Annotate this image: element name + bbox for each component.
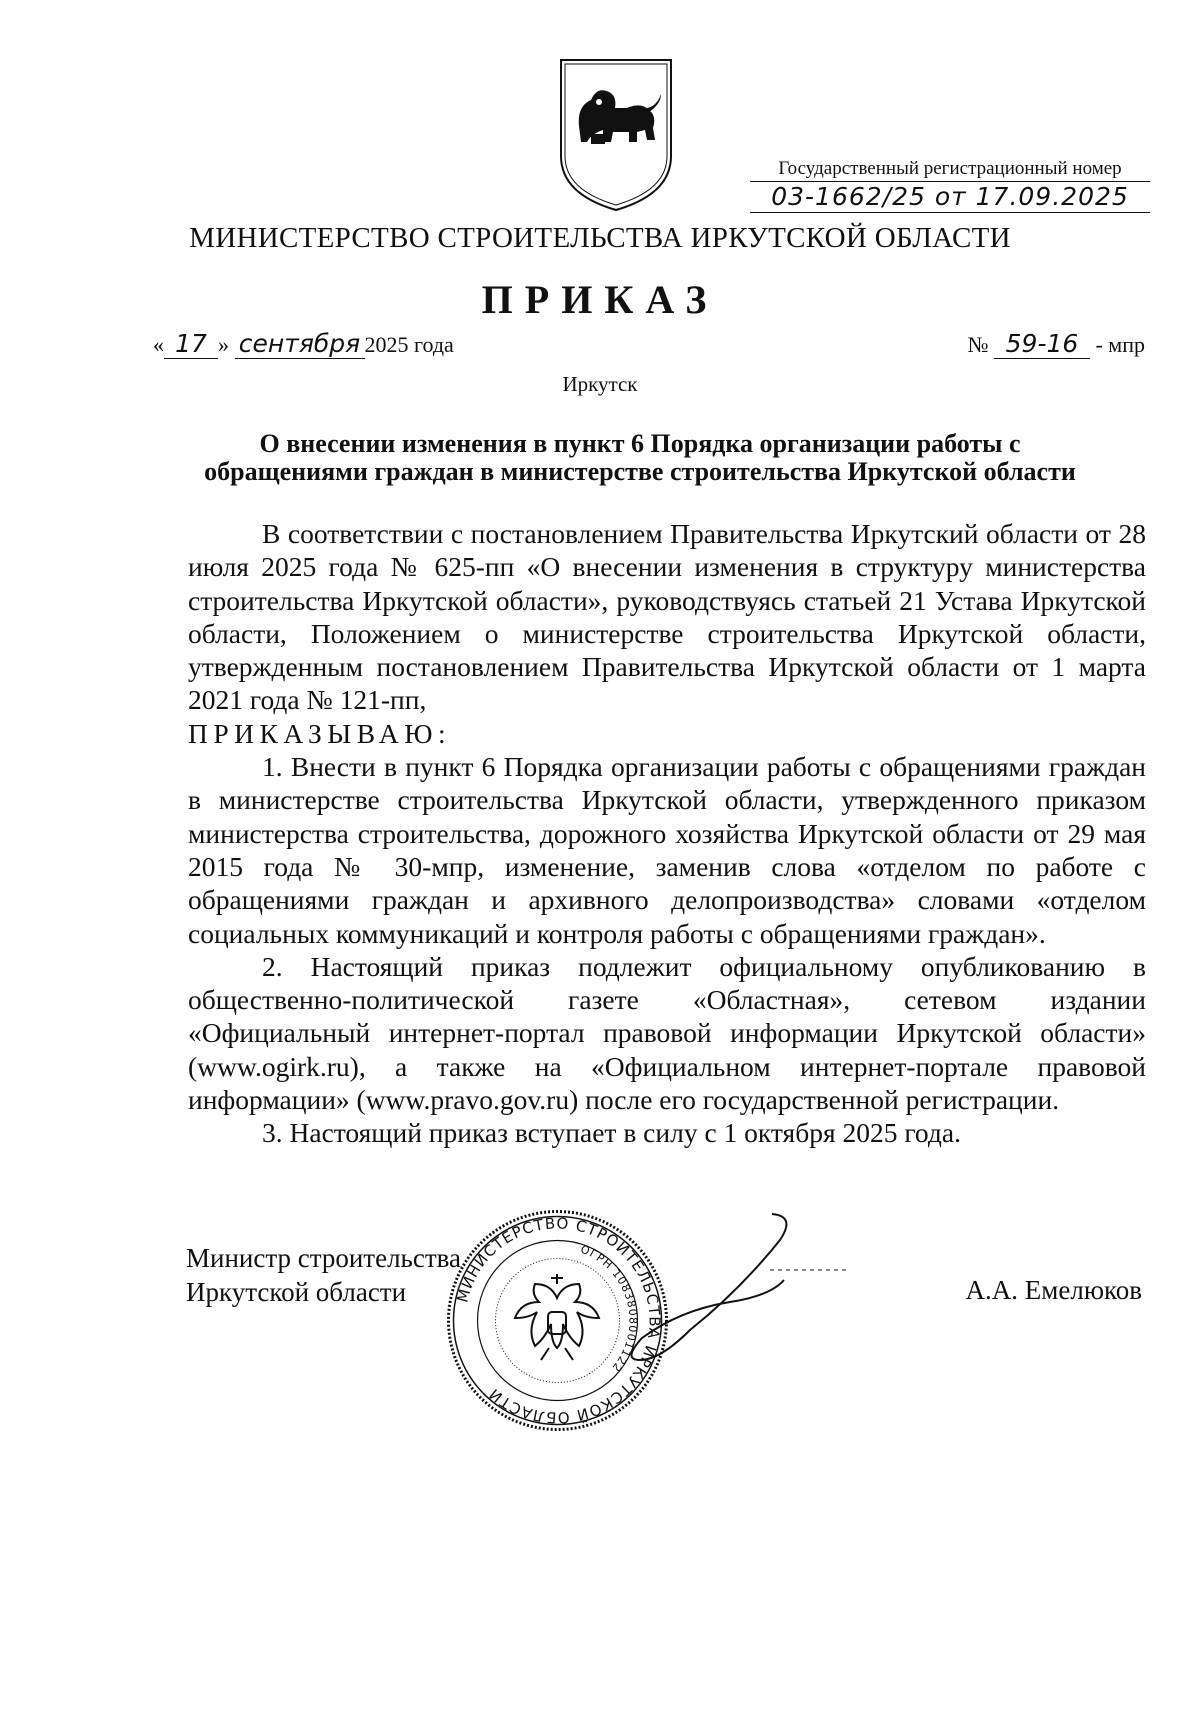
order-body (188, 517, 1146, 1150)
stamp-outer-text: МИНИСТЕРСТВО СТРОИТЕЛЬСТВА ИРКУТСКОЙ ОБЛАСТИ (453, 1214, 664, 1427)
subject-line-2: обращениями граждан в министерстве строительства Иркутской области (204, 457, 1076, 486)
subject-line-1: О внесении изменения в пункт 6 Порядка организации работы с (259, 429, 1021, 458)
date-open-quote: « (153, 332, 164, 357)
date-month-handwritten: сентября (235, 330, 365, 359)
date-year: 2025 года (364, 332, 454, 357)
signatory-name: А.А. Емелюков (965, 1275, 1142, 1305)
order-date (153, 330, 454, 359)
signatory-position (186, 1241, 461, 1309)
item-2-paragraph: 2. Настоящий приказ подлежит официальному опубликованию в общественно-политической газете «Областная», сетевом издании «Официальный интернет-портал правовой информации Иркутской области» (www.ogirk.ru), а также на «Официальном интернет-портале правовой информации» (www.pravo.gov.ru) после его государственной регистрации. (188, 950, 1146, 1116)
date-close-quote: » (218, 332, 229, 357)
position-line-1: Министр строительства (186, 1243, 462, 1273)
date-day-handwritten: 17 (164, 330, 218, 359)
decree-word: ПРИКАЗЫВАЮ: (188, 717, 452, 749)
registration-number-handwritten: 03-1662/25 от 17.09.2025 (750, 182, 1150, 213)
number-suffix: - мпр (1095, 332, 1145, 357)
registration-block (750, 158, 1150, 213)
order-title: ПРИКАЗ (481, 277, 719, 322)
order-number (967, 330, 1145, 359)
item-3-paragraph: 3. Настоящий приказ вступает в силу с 1 октября 2025 года. (262, 1117, 961, 1149)
item-1-paragraph: 1. Внести в пункт 6 Порядка организации работы с обращениями граждан в министерстве строительства Иркутской области, утвержденного приказом министерства строительства, дорожного хозяйства Иркутской области от 29 мая 2015 года № 30-мпр, изменение, заменив слова «отделом по работе с обращениями граждан и архивного делопроизводства» словами «отделом социальных коммуникаций и контроля работы с обращениями граждан». (188, 751, 1146, 949)
number-prefix: № (967, 332, 989, 357)
number-value-handwritten: 59-16 (994, 330, 1090, 359)
order-subject (130, 430, 1150, 486)
handwritten-signature (620, 1210, 850, 1390)
stamp-eagle-icon (515, 1274, 599, 1360)
stamp-inner-text: ОГРН 1083808001122 (578, 1242, 640, 1375)
city: Иркутск (562, 372, 638, 396)
registration-label: Государственный регистрационный номер (750, 158, 1150, 182)
preamble-paragraph: В соответствии с постановлением Правительства Иркутский области от 28 июля 2025 года № 625-пп «О внесении изменения в структуру министерства строительства Иркутской области», руководствуясь статьей 21 Устава Иркутской области, Положением о министерстве строительства Иркутской области, утвержденным постановлением Правительства Иркутской области от 1 марта 2021 года № 121-пп, (188, 518, 1146, 716)
ministry-title: МИНИСТЕРСТВО СТРОИТЕЛЬСТВА ИРКУТСКОЙ ОБЛАСТИ (189, 222, 1011, 254)
position-line-2: Иркутской области (186, 1277, 407, 1307)
coat-of-arms-emblem (557, 56, 675, 214)
